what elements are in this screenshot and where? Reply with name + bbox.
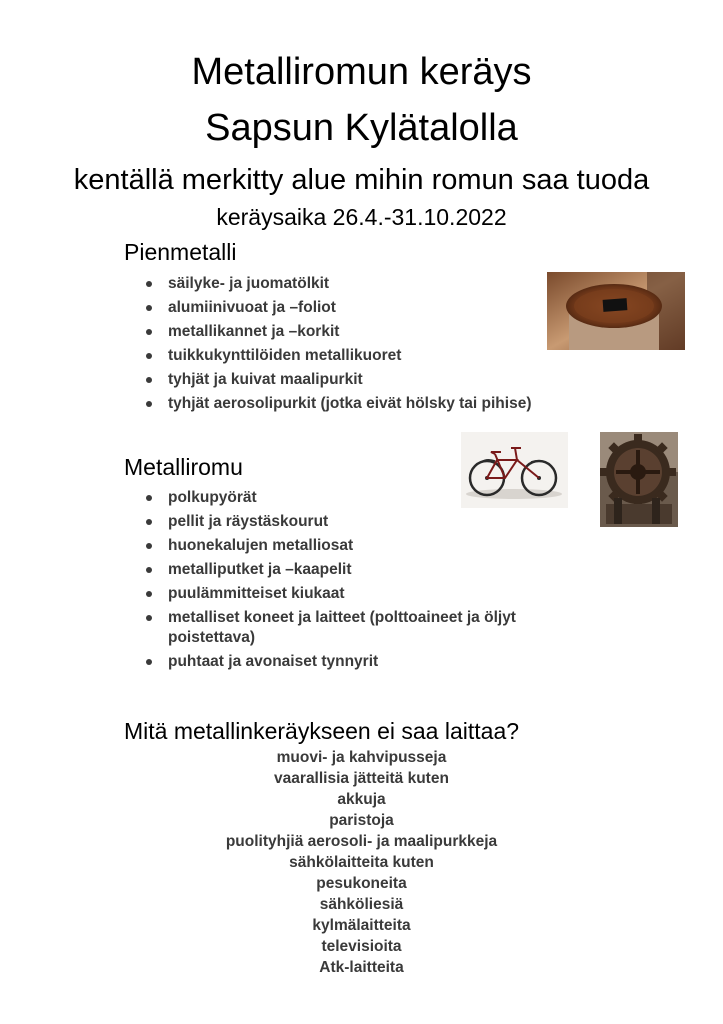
section-heading-metalliromu: Metalliromu xyxy=(124,454,243,480)
list-item: huonekalujen metalliosat xyxy=(146,534,596,558)
list-item: sähköliesiä xyxy=(319,896,404,913)
list-item: paristoja xyxy=(329,812,394,829)
list-item: tyhjät ja kuivat maalipurkit xyxy=(146,368,626,392)
excluded-question-heading: Mitä metallinkeräykseen ei saa laittaa? xyxy=(124,718,520,744)
bicycle-image xyxy=(461,432,568,508)
list-item: tyhjät aerosolipurkit (jotka eivät hölsky tai pihise) xyxy=(146,392,626,416)
list-item: alumiinivuoat ja –foliot xyxy=(146,296,626,320)
rusty-gear-image xyxy=(600,432,678,527)
list-item: muovi- ja kahvipusseja xyxy=(276,749,447,766)
metalliromu-list xyxy=(146,486,596,674)
rusty-can-image xyxy=(547,272,685,350)
list-item: vaarallisia jätteitä kuten xyxy=(274,770,449,787)
list-item: tuikkukynttilöiden metallikuoret xyxy=(146,344,626,368)
list-item: metallikannet ja –korkit xyxy=(146,320,626,344)
section-heading-pienmetalli: Pienmetalli xyxy=(124,239,237,265)
list-item: Atk-laitteita xyxy=(319,959,404,976)
excluded-list xyxy=(0,747,723,978)
list-item: televisioita xyxy=(321,938,402,955)
list-item: pellit ja räystäskourut xyxy=(146,510,596,534)
title-line-1: Metalliromun keräys xyxy=(191,51,532,93)
list-item: metalliset koneet ja laitteet (polttoaineet ja öljyt poistettava) xyxy=(146,606,596,650)
list-item: säilyke- ja juomatölkit xyxy=(146,272,626,296)
title-line-2: Sapsun Kylätalolla xyxy=(205,107,518,149)
list-item: metalliputket ja –kaapelit xyxy=(146,558,596,582)
list-item: sähkölaitteita kuten xyxy=(289,854,434,871)
list-item: puhtaat ja avonaiset tynnyrit xyxy=(146,650,596,674)
list-item: polkupyörät xyxy=(146,486,596,510)
list-item: pesukoneita xyxy=(316,875,407,892)
collection-period: keräysaika 26.4.-31.10.2022 xyxy=(216,204,507,230)
list-item: puulämmitteiset kiukaat xyxy=(146,582,596,606)
list-item: kylmälaitteita xyxy=(312,917,411,934)
list-item: akkuja xyxy=(337,791,386,808)
list-item: puolityhjiä aerosoli- ja maalipurkkeja xyxy=(225,833,498,850)
subtitle: kentällä merkitty alue mihin romun saa tuoda xyxy=(73,164,650,196)
